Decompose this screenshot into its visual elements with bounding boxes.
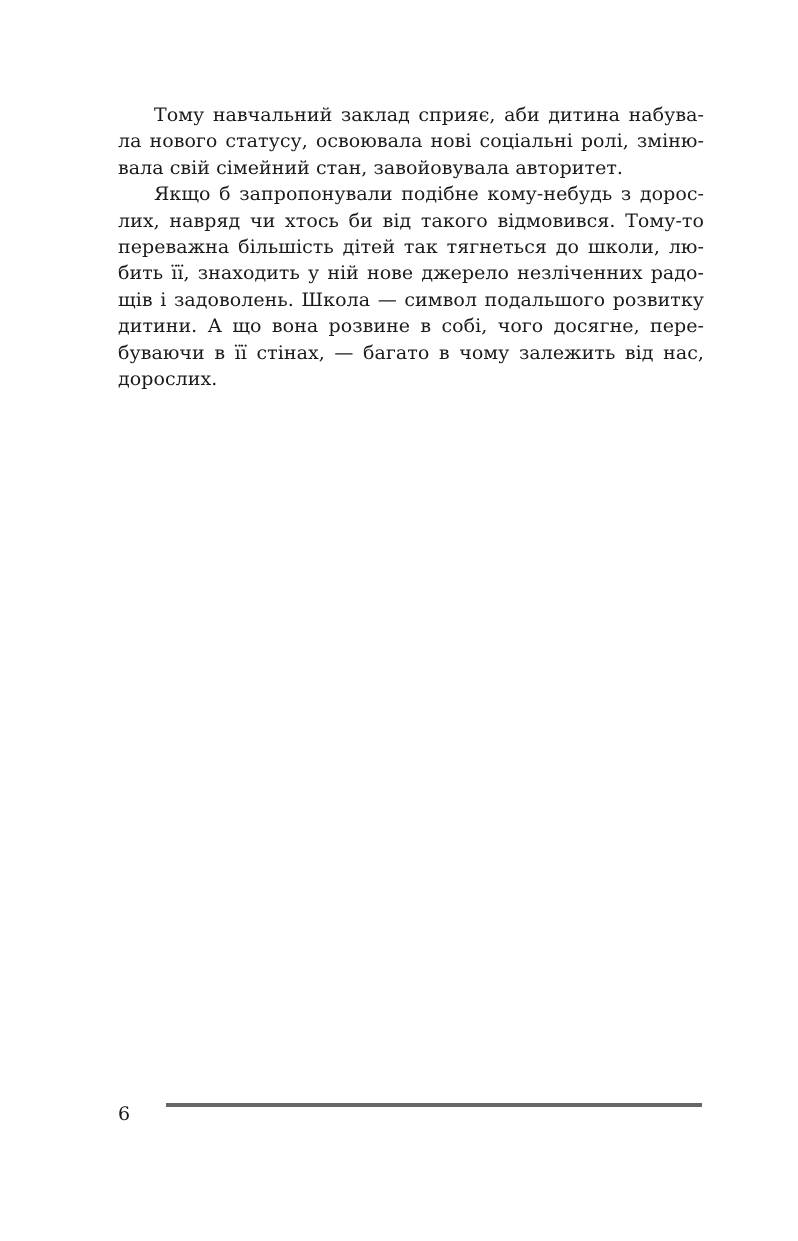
text-line: Якщо б запропонували подібне кому-небудь з дорос- [154, 183, 704, 206]
page-number: 6 [118, 1103, 131, 1125]
paragraph [118, 181, 704, 392]
text-line: переважна більшість дітей так тягнеться до школи, лю- [118, 236, 704, 259]
footer-rule [166, 1103, 702, 1107]
text-line: вала свій сімейний стан, завойовувала авторитет. [118, 156, 624, 179]
text-line: лих, навряд чи хтось би від такого відмовився. Тому-то [118, 209, 704, 232]
text-line: дитини. А що вона розвине в собі, чого досягне, пере- [118, 315, 704, 338]
text-line: дорослих. [118, 368, 218, 391]
page-footer [118, 1100, 704, 1128]
body-text [118, 102, 704, 392]
paragraph [118, 102, 704, 181]
text-line: ла нового статусу, освоювала нові соціальні ролі, зміню- [118, 130, 704, 153]
text-line: бить її, знаходить у ній нове джерело незліченних радо- [118, 262, 704, 285]
text-line: щів і задоволень. Школа — символ подальшого розвитку [118, 288, 704, 311]
text-line: буваючи в її стінах, — багато в чому залежить від нас, [118, 341, 704, 364]
text-line: Тому навчальний заклад сприяє, аби дитина набува- [154, 104, 704, 126]
